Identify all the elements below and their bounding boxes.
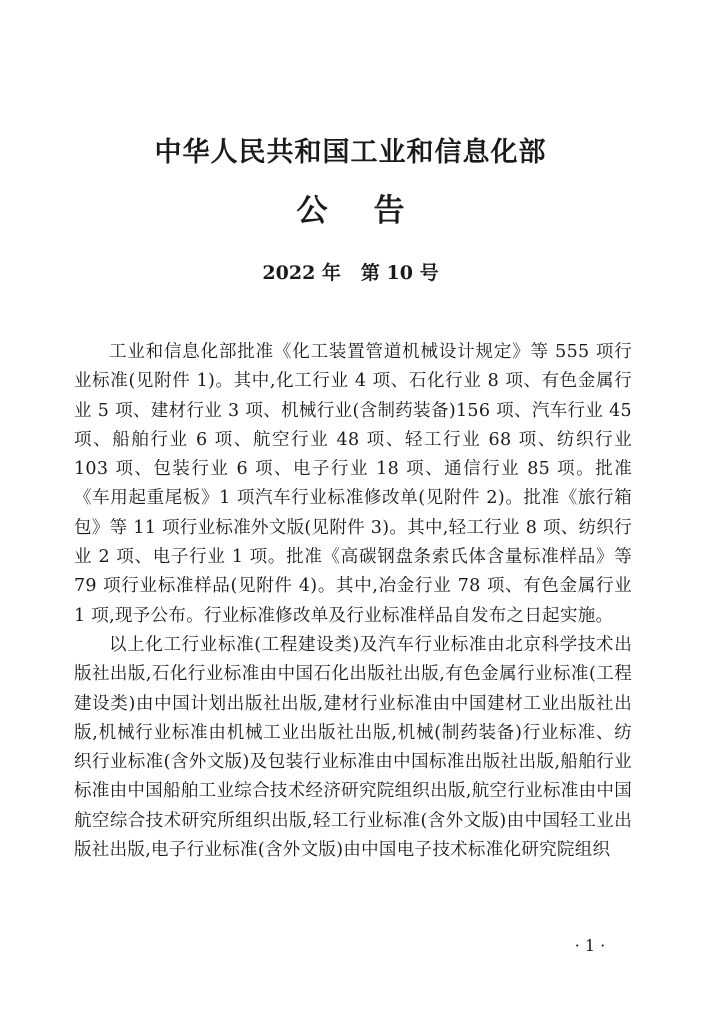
ministry-name: 中华人民共和国工业和信息化部	[154, 137, 547, 168]
page-number: · 1 ·	[574, 936, 606, 955]
announcement-body	[74, 338, 632, 865]
paragraph-approval: 工业和信息化部批准《化工装置管道机械设计规定》等 555 项行业标准(见附件 1)。其中,化工行业 4 项、石化行业 8 项、有色金属行业 5 项、建材行业 3 项、机械行业(含制药装备)156 项、汽车行业 45 项、船舶行业 6 项、航空行业 48 项、轻工行业 68 项、纺织行业 103 项、包装行业 6 项、电子行业 18 项、通信行业 85 项。批准《车用起重尾板》1 项汽车行业标准修改单(见附件 2)。批准《旅行箱包》等 11 项行业标准外文版(见附件 3)。其中,轻工行业 8 项、纺织行业 2 项、电子行业 1 项。批准《高碳钢盘条索氏体含量标准样品》等 79 项行业标准样品(见附件 4)。其中,冶金行业 78 项、有色金属行业 1 项,现予公布。行业标准修改单及行业标准样品自发布之日起实施。	[74, 342, 632, 626]
document-year: 2022 年	[262, 262, 341, 284]
document-title	[0, 185, 701, 230]
paragraph-publishers: 以上化工行业标准(工程建设类)及汽车行业标准由北京科学技术出版社出版,石化行业标准由中国石化出版社出版,有色金属行业标准(工程建设类)由中国计划出版社出版,建材行业标准由中国建材工业出版社出版,机械行业标准由机械工业出版社出版,机械(制药装备)行业标准、纺织行业标准(含外文版)及包装行业标准由中国标准出版社出版,船舶行业标准由中国船舶工业综合技术经济研究院组织出版,航空行业标准由中国航空综合技术研究所组织出版,轻工行业标准(含外文版)由中国轻工业出版社出版,电子行业标准(含外文版)由中国电子技术标准化研究院组织	[74, 634, 632, 861]
title-char-left: 公	[296, 193, 328, 229]
document-number	[0, 258, 701, 285]
document-issue-number: 第 10 号	[360, 262, 439, 284]
title-char-right: 告	[373, 193, 405, 229]
